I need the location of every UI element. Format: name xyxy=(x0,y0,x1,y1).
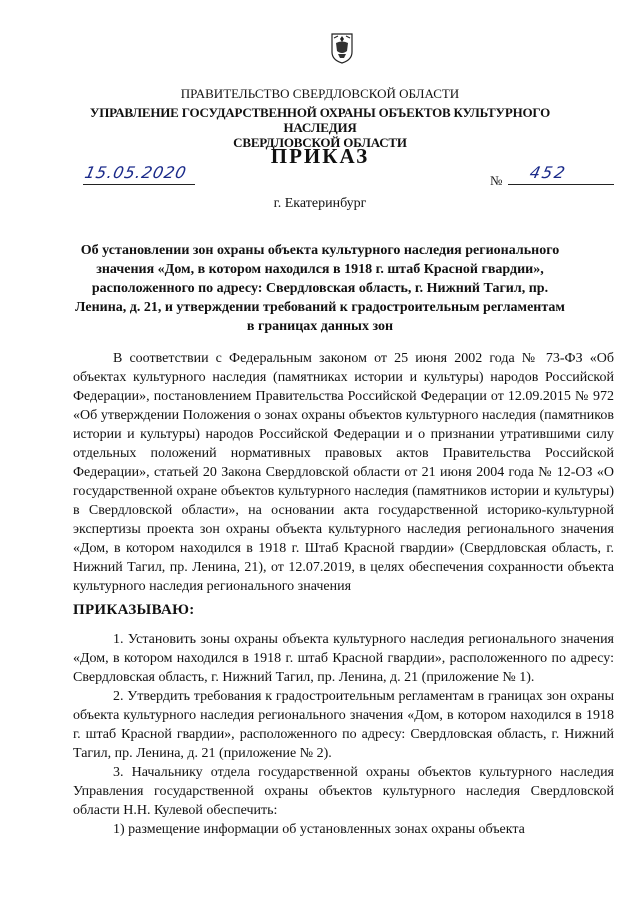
preamble-paragraph: В соответствии с Федеральным законом от 25 июня 2002 года № 73-ФЗ «Об объектах культурного наследия (памятниках истории и культуры) народов Российской Федерации», постановлением Правительства Российской Федерации от 12.09.2015 № 972 «Об утверждении Положения о зонах охраны объектов культурного наследия (памятников истории и культуры) народов Российской Федерации и о признании утратившими силу отдельных положений нормативных правовых актов Правительства Российской Федерации», статьей 20 Закона Свердловской области от 21 июня 2004 года № 12-ОЗ «О государственной охране объектов культурного наследия (памятников истории и культуры) в Свердловской области», на основании акта государственной историко-культурной экспертизы проекта зон охраны объекта культурного наследия регионального значения «Дом, в котором находился в 1918 г. Штаб Красной гвардии» (Свердловская область, г. Нижний Тагил, пр. Ленина, 21), от 12.07.2019, в целях обеспечения сохранности объекта культурного наследия регионального значения xyxy=(73,351,614,594)
coat-of-arms-icon xyxy=(330,30,354,64)
department-line-1: УПРАВЛЕНИЕ ГОСУДАРСТВЕННОЙ ОХРАНЫ ОБЪЕКТОВ КУЛЬТУРНОГО НАСЛЕДИЯ xyxy=(89,105,551,135)
government-name: ПРАВИТЕЛЬСТВО СВЕРДЛОВСКОЙ ОБЛАСТИ xyxy=(180,86,460,101)
order-subitem-1: 1) размещение информации об установленных зонах охраны объекта xyxy=(113,822,525,837)
document-title: Об установлении зон охраны объекта культурного наследия регионального значения «Дом, в котором находился в 1918 г. штаб Красной гвардии», расположенного по адресу: Свердловская область, г. Нижний Тагил, пр. Ленина, д. 21, и утверждении требований к градостроительным регламентам в границах данных зон xyxy=(75,243,565,334)
handwritten-number: 452 xyxy=(527,163,569,182)
order-item-3: 3. Начальнику отдела государственной охраны объектов культурного наследия Управления государственной охраны объектов культурного наследия Свердловской области Н.Н. Кулевой обеспечить: xyxy=(73,765,614,818)
order-items xyxy=(73,630,614,839)
handwritten-date: 15.05.2020 xyxy=(82,163,189,182)
date-field xyxy=(82,163,195,185)
document-type: ПРИКАЗ xyxy=(270,144,370,168)
city: г. Екатеринбург xyxy=(273,196,367,211)
department-line-2: СВЕРДЛОВСКОЙ ОБЛАСТИ xyxy=(233,135,407,150)
order-heading: ПРИКАЗЫВАЮ: xyxy=(73,602,195,618)
order-item-1: 1. Установить зоны охраны объекта культурного наследия регионального значения «Дом, в котором находился в 1918 г. штаб Красной гвардии», расположенного по адресу: Свердловская область, г. Нижний Тагил, пр. Ленина, д. 21 (приложение № 1). xyxy=(73,632,614,685)
number-field xyxy=(508,163,614,185)
order-item-2: 2. Утвердить требования к градостроительным регламентам в границах зон охраны объекта культурного наследия регионального значения «Дом, в котором находился в 1918 г. штаб Красной гвардии», расположенного по адресу: Свердловская область, г. Нижний Тагил, пр. Ленина, д. 21 (приложение № 2). xyxy=(73,689,614,761)
number-label: № xyxy=(490,173,503,188)
